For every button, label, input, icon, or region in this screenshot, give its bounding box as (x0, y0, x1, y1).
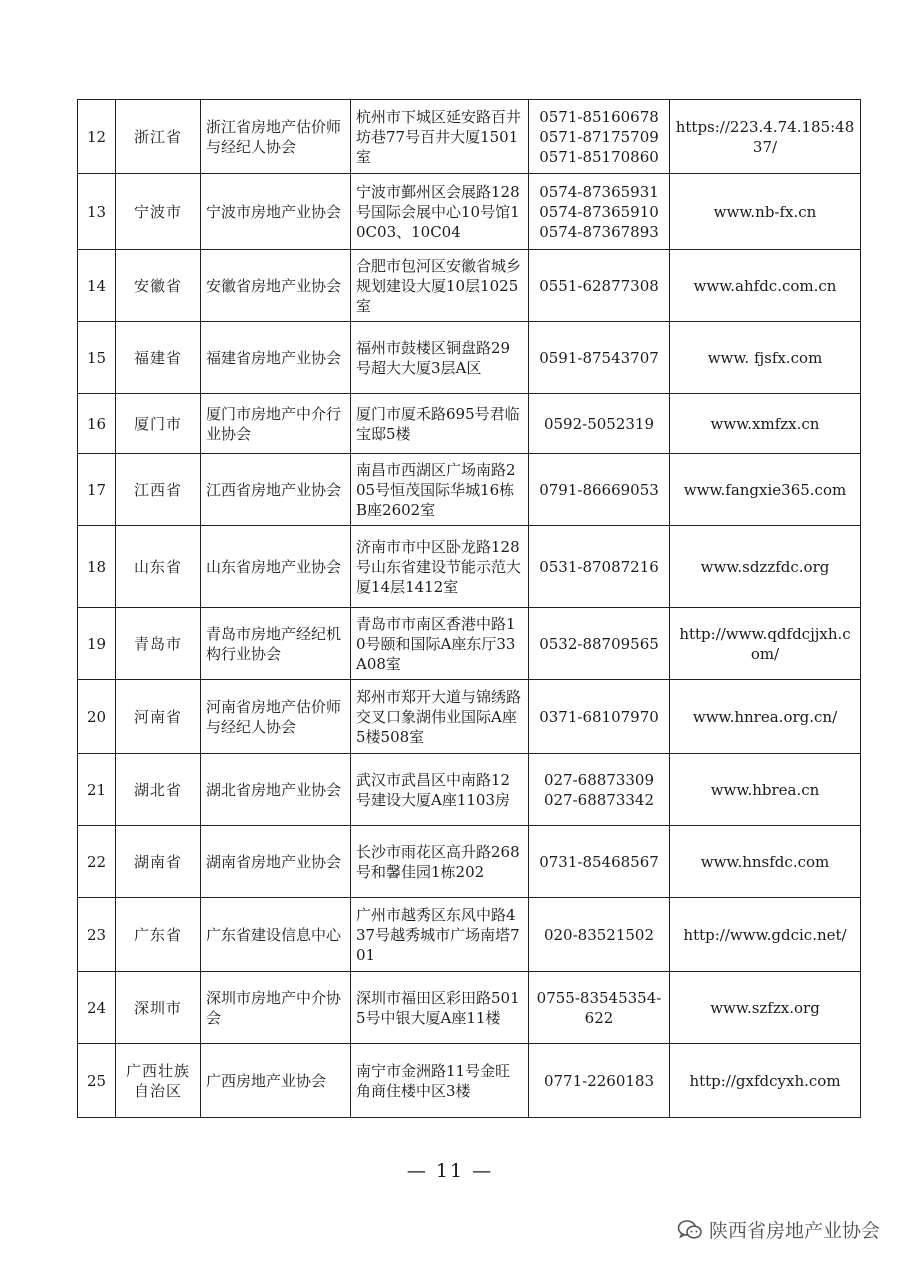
website: www.ahfdc.com.cn (670, 250, 861, 322)
website: www. fjsfx.com (670, 322, 861, 394)
organization-name: 山东省房地产业协会 (201, 526, 351, 608)
address: 合肥市包河区安徽省城乡规划建设大厦10层1025室 (351, 250, 529, 322)
organization-name: 广东省建设信息中心 (201, 898, 351, 972)
phone-numbers (529, 394, 670, 454)
table-row (78, 394, 861, 454)
row-number: 22 (78, 826, 116, 898)
table-row (78, 174, 861, 250)
address: 杭州市下城区延安路百井坊巷77号百井大厦1501室 (351, 100, 529, 174)
organization-name: 深圳市房地产中介协会 (201, 972, 351, 1044)
row-number: 19 (78, 608, 116, 680)
phone-number: 0731-85468567 (539, 852, 659, 871)
address: 深圳市福田区彩田路5015号中银大厦A座11楼 (351, 972, 529, 1044)
phone-number: 0771-2260183 (543, 1071, 655, 1090)
phone-numbers (529, 754, 670, 826)
website: www.nb-fx.cn (670, 174, 861, 250)
organization-name: 宁波市房地产业协会 (201, 174, 351, 250)
row-number: 16 (78, 394, 116, 454)
phone-number: 0571-87175709 (539, 127, 659, 146)
table-row (78, 608, 861, 680)
region-name: 广东省 (116, 898, 201, 972)
region-name: 湖北省 (116, 754, 201, 826)
table-row (78, 454, 861, 526)
website: https://223.4.74.185:4837/ (670, 100, 861, 174)
table-row (78, 754, 861, 826)
address: 南昌市西湖区广场南路205号恒茂国际华城16栋B座2602室 (351, 454, 529, 526)
region-name: 山东省 (116, 526, 201, 608)
phone-numbers (529, 454, 670, 526)
phone-numbers (529, 826, 670, 898)
table-row (78, 322, 861, 394)
phone-number: 027-68873342 (543, 790, 655, 809)
row-number: 12 (78, 100, 116, 174)
address: 济南市市中区卧龙路128号山东省建设节能示范大厦14层1412室 (351, 526, 529, 608)
phone-number: 0755-83545354-622 (536, 988, 662, 1027)
website: www.hnsfdc.com (670, 826, 861, 898)
phone-numbers (529, 680, 670, 754)
region-name: 宁波市 (116, 174, 201, 250)
website: http://www.gdcic.net/ (670, 898, 861, 972)
region-name: 安徽省 (116, 250, 201, 322)
region-name: 湖南省 (116, 826, 201, 898)
table-row (78, 972, 861, 1044)
phone-number: 0592-5052319 (543, 414, 655, 433)
organization-name: 浙江省房地产估价师与经纪人协会 (201, 100, 351, 174)
phone-number: 020-83521502 (543, 925, 655, 944)
table-row (78, 680, 861, 754)
association-table-body (78, 100, 861, 1118)
row-number: 18 (78, 526, 116, 608)
region-name: 江西省 (116, 454, 201, 526)
website: www.szfzx.org (670, 972, 861, 1044)
watermark-text: 陕西省房地产业协会 (708, 1220, 880, 1242)
organization-name: 河南省房地产估价师与经纪人协会 (201, 680, 351, 754)
website: http://www.qdfdcjjxh.com/ (670, 608, 861, 680)
phone-numbers (529, 100, 670, 174)
wechat-icon (677, 1218, 703, 1242)
page-number: — 11 — (406, 1160, 494, 1182)
row-number: 21 (78, 754, 116, 826)
row-number: 14 (78, 250, 116, 322)
region-name: 河南省 (116, 680, 201, 754)
organization-name: 江西省房地产业协会 (201, 454, 351, 526)
row-number: 13 (78, 174, 116, 250)
address: 厦门市厦禾路695号君临宝邸5楼 (351, 394, 529, 454)
address: 长沙市雨花区高升路268号和馨佳园1栋202 (351, 826, 529, 898)
table-row (78, 1044, 861, 1118)
website: www.xmfzx.cn (670, 394, 861, 454)
organization-name: 湖北省房地产业协会 (201, 754, 351, 826)
organization-name: 湖南省房地产业协会 (201, 826, 351, 898)
address: 福州市鼓楼区铜盘路29号超大大厦3层A区 (351, 322, 529, 394)
website: www.fangxie365.com (670, 454, 861, 526)
phone-number: 0574-87367893 (539, 222, 659, 241)
organization-name: 安徽省房地产业协会 (201, 250, 351, 322)
region-name: 广西壮族自治区 (116, 1044, 201, 1118)
phone-number: 0791-86669053 (539, 480, 659, 499)
address: 青岛市市南区香港中路10号颐和国际A座东厅33A08室 (351, 608, 529, 680)
phone-number: 0591-87543707 (539, 348, 659, 367)
phone-numbers (529, 898, 670, 972)
table-row (78, 100, 861, 174)
address: 郑州市郑开大道与锦绣路交叉口象湖伟业国际A座5楼508室 (351, 680, 529, 754)
region-name: 青岛市 (116, 608, 201, 680)
phone-number: 0571-85160678 (539, 107, 659, 126)
phone-number: 027-68873309 (543, 770, 655, 789)
phone-numbers (529, 250, 670, 322)
row-number: 25 (78, 1044, 116, 1118)
phone-numbers (529, 526, 670, 608)
row-number: 17 (78, 454, 116, 526)
region-name: 深圳市 (116, 972, 201, 1044)
phone-number: 0574-87365931 (539, 182, 659, 201)
address: 广州市越秀区东风中路437号越秀城市广场南塔701 (351, 898, 529, 972)
website: www.hbrea.cn (670, 754, 861, 826)
watermark (677, 1216, 880, 1243)
phone-numbers (529, 608, 670, 680)
table-row (78, 526, 861, 608)
organization-name: 青岛市房地产经纪机构行业协会 (201, 608, 351, 680)
row-number: 15 (78, 322, 116, 394)
website: http://gxfdcyxh.com (670, 1044, 861, 1118)
phone-numbers (529, 1044, 670, 1118)
row-number: 20 (78, 680, 116, 754)
region-name: 厦门市 (116, 394, 201, 454)
table-row (78, 898, 861, 972)
phone-number: 0371-68107970 (539, 707, 659, 726)
phone-number: 0571-85170860 (539, 147, 659, 166)
row-number: 24 (78, 972, 116, 1044)
address: 宁波市鄞州区会展路128号国际会展中心10号馆10C03、10C04 (351, 174, 529, 250)
organization-name: 厦门市房地产中介行业协会 (201, 394, 351, 454)
address: 武汉市武昌区中南路12号建设大厦A座1103房 (351, 754, 529, 826)
phone-numbers (529, 972, 670, 1044)
table-row (78, 250, 861, 322)
phone-number: 0574-87365910 (539, 202, 659, 221)
phone-number: 0551-62877308 (539, 276, 659, 295)
region-name: 浙江省 (116, 100, 201, 174)
phone-numbers (529, 322, 670, 394)
website: www.hnrea.org.cn/ (670, 680, 861, 754)
address: 南宁市金洲路11号金旺角商住楼中区3楼 (351, 1044, 529, 1118)
table-row (78, 826, 861, 898)
phone-number: 0531-87087216 (539, 557, 659, 576)
region-name: 福建省 (116, 322, 201, 394)
phone-number: 0532-88709565 (539, 634, 659, 653)
row-number: 23 (78, 898, 116, 972)
organization-name: 福建省房地产业协会 (201, 322, 351, 394)
association-table (77, 99, 861, 1118)
organization-name: 广西房地产业协会 (201, 1044, 351, 1118)
website: www.sdzzfdc.org (670, 526, 861, 608)
phone-numbers (529, 174, 670, 250)
